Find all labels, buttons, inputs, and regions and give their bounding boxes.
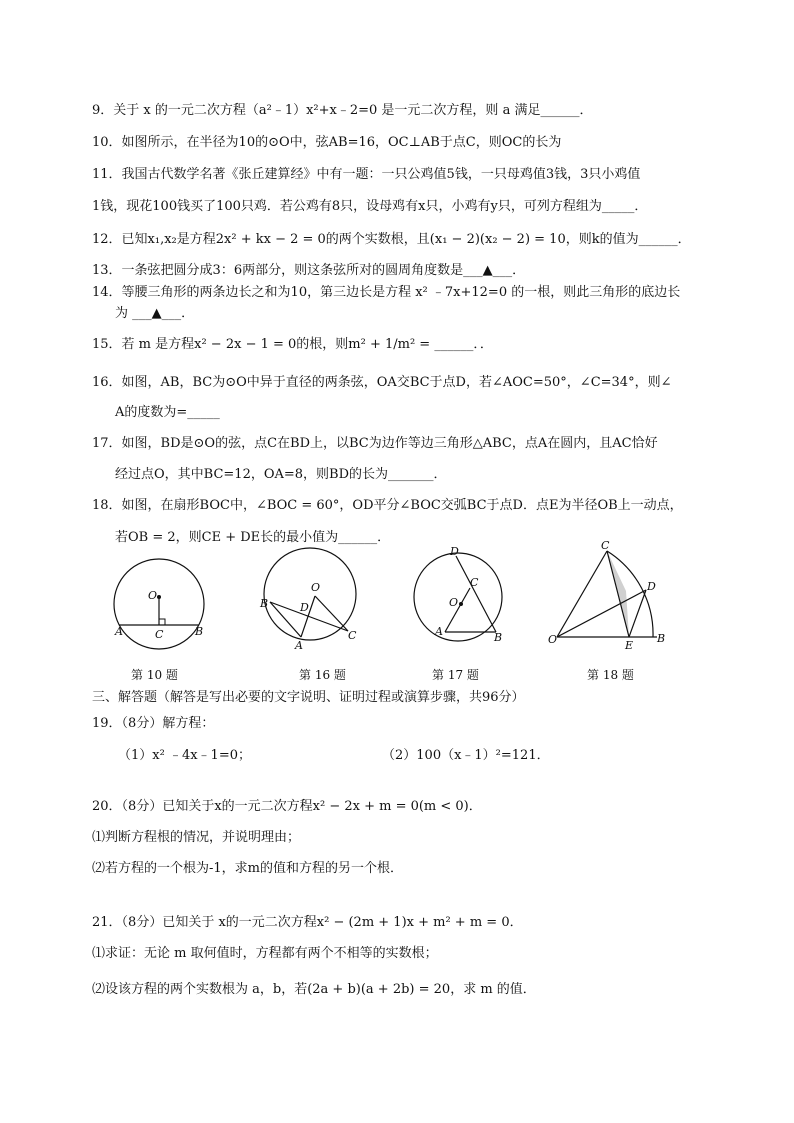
question-13: 13．一条弦把圆分成3：6两部分，则这条弦所对的圆周角度数是___▲___． [92, 263, 526, 278]
question-21: 21．（8分）已知关于 x的一元二次方程x² − (2m + 1)x + m² + m = 0． [92, 915, 523, 930]
question-19: 19．（8分）解方程： [92, 716, 215, 731]
caption-figure-18: 第 18 题 [587, 668, 634, 682]
question-9: 9．关于 x 的一元二次方程（a²﹣1）x²+x﹣2=0 是一元二次方程，则 a 满足______． [92, 103, 593, 118]
question-17-line-2: 经过点O，其中BC=12，OA=8，则BD的长为_______． [115, 467, 447, 482]
fig17-label-c: C [470, 576, 479, 589]
question-20-part-2: ⑵若方程的一个根为-1，求m的值和方程的另一个根． [92, 861, 403, 876]
question-19-part-2: （2）100（x﹣1）²=121． [382, 748, 550, 763]
fig18-label-c: C [601, 539, 610, 552]
fig18-label-d: D [647, 580, 656, 593]
section-3-heading: 三、解答题（解答是写出必要的文字说明、证明过程或演算步骤，共96分） [92, 690, 525, 705]
fig17-label-b: B [494, 631, 503, 644]
fig10-label-c: C [155, 628, 164, 641]
fig10-label-o: O [148, 589, 158, 602]
caption-figure-16: 第 16 题 [299, 668, 346, 682]
question-15: 15．若 m 是方程x² − 2x − 1 = 0的根，则m² + 1/m² = ______．． [92, 337, 493, 352]
fig18-label-e: E [625, 639, 634, 652]
fig17-label-o: O [449, 596, 459, 609]
fig10-label-a: A [115, 625, 123, 638]
fig10-label-b: B [195, 625, 204, 638]
fig16-label-o: O [311, 581, 321, 594]
figure-16 [256, 542, 366, 652]
caption-figure-17: 第 17 题 [432, 668, 479, 682]
fig16-label-b: B [260, 597, 269, 610]
fig16-label-c: C [348, 629, 357, 642]
fig17-label-d: D [450, 545, 459, 558]
fig17-label-a: A [435, 625, 443, 638]
question-11-line-2: 1钱，现花100钱买了100只鸡．若公鸡有8只，设母鸡有x只，小鸡有y只，可列方程组为_____． [92, 199, 648, 214]
fig18-label-o: O [548, 633, 558, 646]
question-19-part-1: （1）x² ﹣4x﹣1=0； [118, 748, 251, 763]
fig18-label-b: B [657, 632, 666, 645]
caption-figure-10: 第 10 题 [131, 668, 178, 682]
fig16-label-a: A [295, 639, 303, 652]
question-18-line-2: 若OB = 2，则CE + DE长的最小值为______． [115, 530, 391, 545]
question-20-part-1: ⑴判断方程根的情况，并说明理由； [92, 830, 301, 845]
question-20: 20．（8分）已知关于x的一元二次方程x² − 2x + m = 0(m < 0)． [92, 799, 482, 814]
question-16-line-2: A的度数为=_____ [115, 405, 220, 420]
question-21-part-2: ⑵设该方程的两个实数根为 a，b，若(2a + b)(a + 2b) = 20，求 m 的值． [92, 982, 536, 997]
question-14-line-2: 为 ___▲___． [115, 306, 195, 321]
question-11-line-1: 11．我国古代数学名著《张丘建算经》中有一题：一只公鸡值5钱，一只母鸡值3钱，3只小鸡值 [92, 167, 641, 182]
figure-17 [412, 542, 522, 652]
figure-10 [112, 552, 212, 662]
question-21-part-1: ⑴求证：无论 m 取何值时，方程都有两个不相等的实数根； [92, 946, 438, 961]
question-16-line-1: 16．如图，AB，BC为⊙O中异于直径的两条弦，OA交BC于点D，若∠AOC=50°，∠C=34°，则∠ [92, 375, 672, 390]
question-14-line-1: 14．等腰三角形的两条边长之和为10，第三边长是方程 x² ﹣7x+12=0 的一根，则此三角形的底边长 [92, 285, 681, 300]
question-10: 10．如图所示，在半径为10的⊙O中，弦AB=16，OC⊥AB于点C，则OC的长为 [92, 135, 562, 150]
question-17-line-1: 17．如图，BD是⊙O的弦，点C在BD上，以BC为边作等边三角形△ABC，点A在圆内，且AC恰好 [92, 436, 658, 451]
figure-18 [545, 540, 675, 650]
question-18-line-1: 18．如图，在扇形BOC中，∠BOC = 60°，OD平分∠BOC交弧BC于点D．点E为半径OB上一动点， [92, 498, 683, 513]
fig16-label-d: D [300, 601, 309, 614]
question-12: 12．已知x₁,x₂是方程2x² + kx − 2 = 0的两个实数根，且(x₁ − 2)(x₂ − 2) = 10，则k的值为______． [92, 232, 691, 247]
